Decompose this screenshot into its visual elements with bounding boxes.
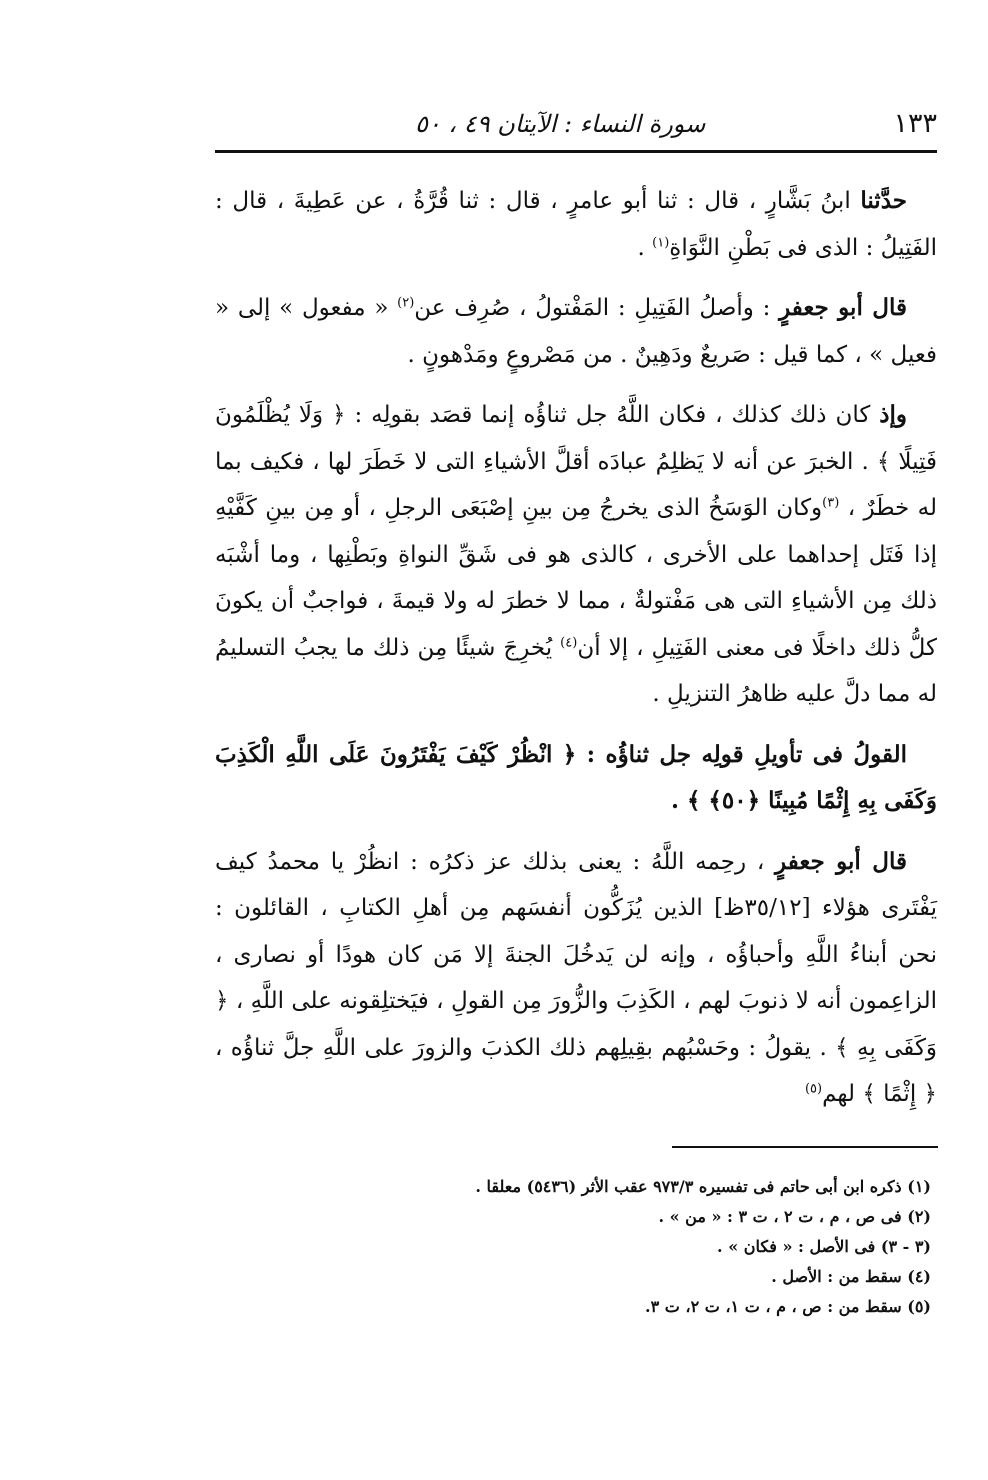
footnote: (٤) سقط من : الأصل . [771, 1267, 931, 1286]
paragraph [215, 392, 937, 718]
page-header [215, 104, 937, 148]
paragraph-text: كان ذلك كذلك ، فكان اللَّهُ جل ثناؤُه إنما قصَد بقولِه : ﴿ وَلَا يُظْلَمُونَ فَتِيلًا ﴾ . الخبرَ عن أنه لا يَظلِمُ عبادَه أقلَّ الأشياءِ التى لا خَطَرَ لها ، فكيف بما له خطَرٌ ، [215, 402, 937, 521]
footnote-mark: (٣) [822, 495, 840, 511]
paragraph-lead: حدَّثنا [860, 187, 907, 214]
footnote: (١) ذكره ابن أبى حاتم فى تفسيره ٩٧٣/٣ عقب الأثر (٥٤٣٦) معلقا . [475, 1177, 931, 1196]
paragraph [215, 285, 937, 378]
footnote: (٢) فى ص ، م ، ت ٢ ، ت ٣ : « من » . [658, 1207, 931, 1226]
page-number: ١٣٣ [893, 108, 937, 139]
section-heading: القولُ فى تأويلِ قولِه جل ثناؤُه : ﴿ انْظُرْ كَيْفَ يَفْتَرُونَ عَلَى اللَّهِ الْكَذِبَ وَكَفَى بِهِ إِثْمًا مُبِينًا ﴿٥٠﴾ ﴾ . [215, 740, 937, 814]
paragraph-text: . [637, 234, 653, 261]
paragraph-lead: وإذ [879, 401, 907, 428]
paragraph-text: وكان الوَسَخُ الذى يخرجُ مِن بينِ إصْبَعَى الرجلِ ، أو مِن بينِ كَفَّيْهِ إذا فَتَل إحداهما على الأخرى ، كالذى هو فى شَقِّ النواةِ وبَطْنِها ، وما أشْبَه ذلك مِن الأشياءِ التى هى مَفْتولةٌ ، مما لا خطرَ له ولا قيمةَ ، فواجبٌ أن يكونَ كلُّ ذلك داخلًا فى معنى الفَتِيلِ ، إلا أن [215, 495, 937, 661]
main-text [215, 178, 937, 1132]
paragraph-text: : وأصلُ الفَتِيلِ : المَفْتولُ ، صُرِف عن [414, 295, 780, 321]
paragraph [215, 178, 937, 271]
paragraph-text: « مفعول » إلى « فعيل » ، كما قيل : صَريعٌ ودَهِينٌ . من مَصْروعٍ ومَدْهونٍ . [215, 295, 937, 368]
footnote-mark: (١) [652, 234, 670, 250]
paragraph-text: ، رحِمه اللَّهُ : يعنى بذلك عز ذكرُه : انظُرْ يا محمدُ كيف يَفْتَرى هؤلاء [٣٥/١٢ظ] الذين يُزَكُّون أنفسَهم مِن أهلِ الكتابِ ، القائلون : نحن أبناءُ اللَّهِ وأحباؤُه ، وإنه لن يَدخُلَ الجنةَ إلا مَن كان هودًا أو نصارى ، الزاعِمون أنه لا ذنوبَ لهم ، الكَذِبَ والزُّورَ مِن القولِ ، فيَختلِقونه على اللَّهِ ، ﴿ وَكَفَى بِهِ ﴾ . يقولُ : وحَسْبُهم بقِيلِهم ذلك الكذبَ والزورَ على اللَّهِ جلَّ ثناؤُه ، ﴿ إِثْمًا ﴾ لهم [215, 848, 937, 1107]
footnote-mark: (٥) [804, 1081, 823, 1097]
footnote-mark: (٤) [560, 634, 578, 650]
paragraph [215, 839, 937, 1118]
paragraph-text: ابنُ بَشَّارٍ ، قال : ثنا أبو عامرٍ ، قال : ثنا قُرَّةُ ، عن عَطِيةَ ، قال : الفَتِيلُ : الذى فى بَطْنِ النَّوَاةِ [215, 188, 937, 261]
paragraph-lead: قال أبو جعفرٍ [775, 847, 908, 875]
footnotes [215, 1172, 937, 1322]
footnote-mark: (٢) [397, 295, 415, 311]
paragraph-lead: قال أبو جعفرٍ [779, 294, 907, 321]
footnote: (٣ - ٣) فى الأصل : « فكان » . [717, 1237, 931, 1256]
footnote-rule [672, 1146, 938, 1148]
header-rule [215, 150, 937, 153]
paragraph-text: يُخرِجَ شيئًا مِن ذلك ما يجبُ التسليمُ له مما دلَّ عليه ظاهرُ التنزيلِ . [215, 634, 937, 707]
footnote: (٥) سقط من : ص ، م ، ت ١، ت ٢، ت ٣. [645, 1297, 931, 1316]
running-title: سورة النساء : الآيتان ٤٩ ، ٥٠ [415, 110, 706, 138]
